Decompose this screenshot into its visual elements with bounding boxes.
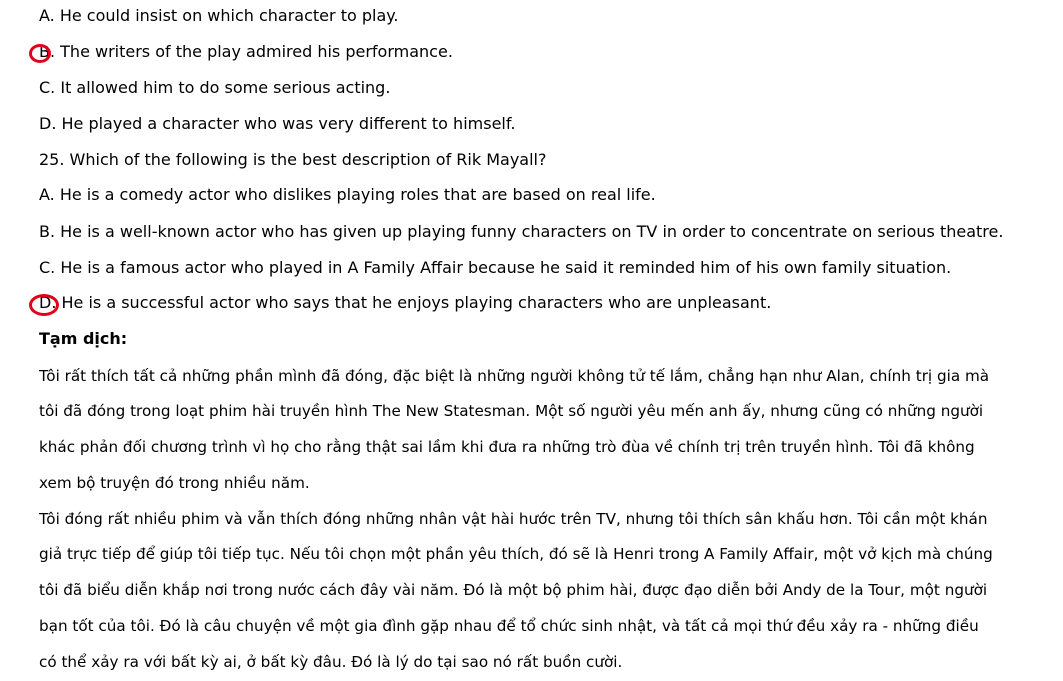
translation-heading: Tạm dịch:: [39, 329, 128, 348]
q25-option-c: C. He is a famous actor who played in A Family Affair because he said it reminded him of his own family situation.: [39, 258, 952, 277]
answer-circle-mark: [29, 294, 59, 316]
paragraph-line: Tôi rất thích tất cả những phần mình đã đóng, đặc biệt là những người không tử tế lắm, chẳng hạn như Alan, chính trị gia mà: [39, 367, 990, 385]
paragraph-line: Tôi đóng rất nhiều phim và vẫn thích đóng những nhân vật hài hước trên TV, nhưng tôi thích sân khấu hơn. Tôi cần một khán: [39, 510, 988, 528]
paragraph-line: tôi đã đóng trong loạt phim hài truyền hình The New Statesman. Một số người yêu mến anh ấy, nhưng cũng có những người: [39, 402, 984, 420]
paragraph-line: có thể xảy ra với bất kỳ ai, ở bất kỳ đâu. Đó là lý do tại sao nó rất buồn cười.: [39, 653, 623, 671]
paragraph-line: xem bộ truyện đó trong nhiều năm.: [39, 474, 310, 492]
q25-option-b: B. He is a well-known actor who has given up playing funny characters on TV in order to concentrate on serious theatre.: [39, 222, 1004, 241]
q25-stem: 25. Which of the following is the best description of Rik Mayall?: [39, 150, 547, 169]
q24-option-a: A. He could insist on which character to play.: [39, 6, 399, 25]
paragraph-line: khác phản đối chương trình vì họ cho rằng thật sai lầm khi đưa ra những trò đùa về chính trị trên truyền hình. Tôi đã không: [39, 438, 975, 456]
answer-circle-mark: [29, 44, 51, 63]
paragraph-line: giả trực tiếp để giúp tôi tiếp tục. Nếu tôi chọn một phần yêu thích, đó sẽ là Henri trong A Family Affair, một vở kịch mà chúng: [39, 545, 993, 563]
paragraph-line: bạn tốt của tôi. Đó là câu chuyện về một gia đình gặp nhau để tổ chức sinh nhật, và tất cả mọi thứ đều xảy ra - những điều: [39, 617, 979, 635]
q24-option-c: C. It allowed him to do some serious acting.: [39, 78, 391, 97]
paragraph-line: tôi đã biểu diễn khắp nơi trong nước cách đây vài năm. Đó là một bộ phim hài, được đạo diễn bởi Andy de la Tour, một người: [39, 581, 988, 599]
q25-option-a: A. He is a comedy actor who dislikes playing roles that are based on real life.: [39, 185, 656, 204]
q25-option-d: D. He is a successful actor who says that he enjoys playing characters who are unpleasant.: [39, 293, 772, 312]
q24-option-b: B. The writers of the play admired his performance.: [39, 42, 453, 61]
q24-option-d: D. He played a character who was very different to himself.: [39, 114, 516, 133]
